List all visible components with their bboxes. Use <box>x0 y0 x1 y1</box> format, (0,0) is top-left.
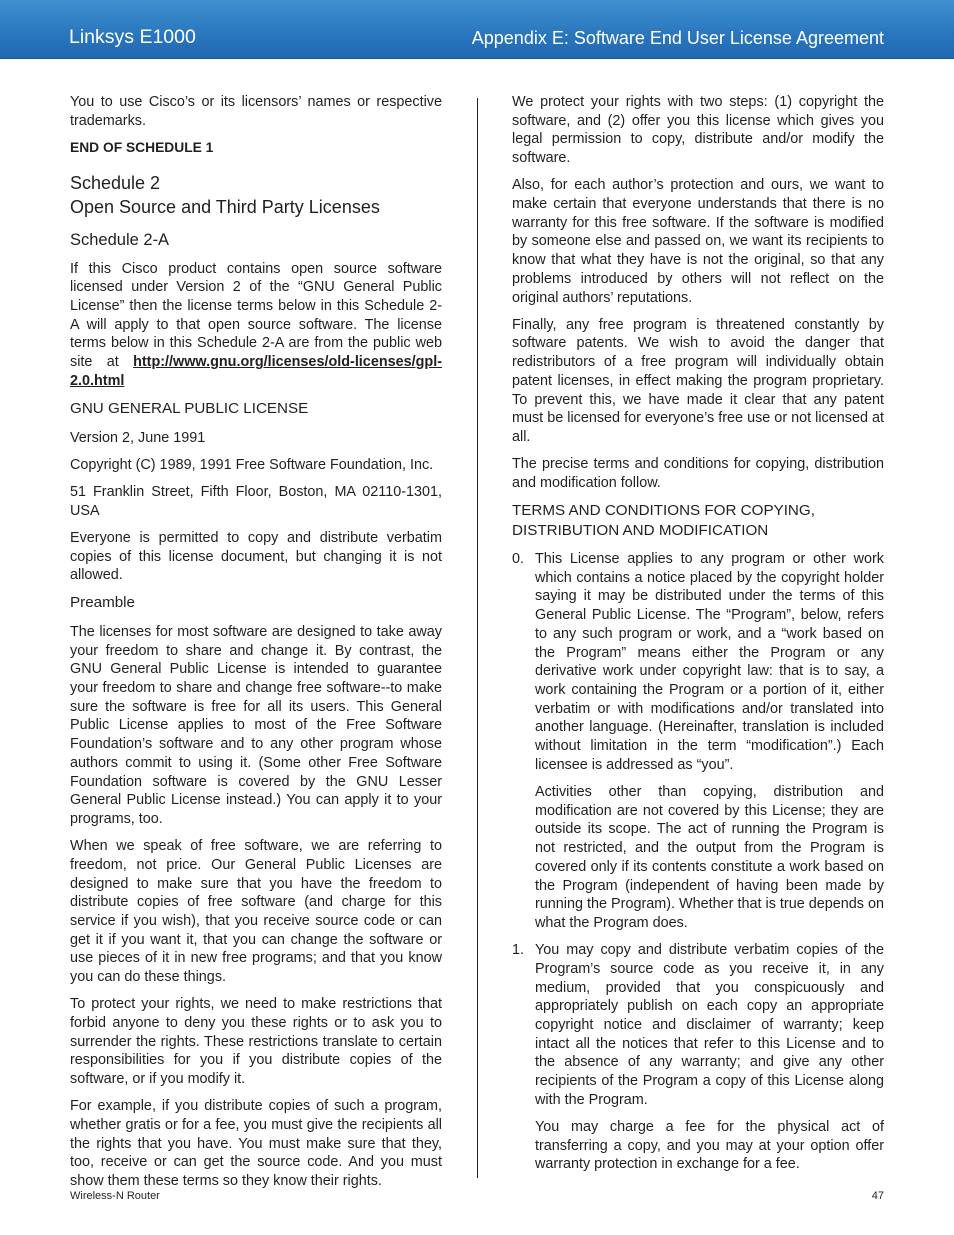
terms-heading-line-1: TERMS AND CONDITIONS FOR COPYING, <box>512 502 815 520</box>
column-divider <box>477 98 478 1178</box>
gpl-heading: GNU GENERAL PUBLIC LICENSE <box>70 400 309 418</box>
list-text-0: This License applies to any program or other work which contains a notice placed by the copyright holder saying it may be distributed under the terms of this General Public License. The “Program”, below, refers to any such program or work, and a “work based on the Program” means either the Program or any derivative work under copyright law: that is to say, a work containing the Program or a portion of it, either verbatim or with modifications and/or translated into another language. (Hereinafter, translation is included without limitation in the term “modification”.) Each licensee is addressed as “you”. <box>535 551 884 773</box>
end-of-schedule-1: END OF SCHEDULE 1 <box>70 139 214 155</box>
paragraph-everyone: Everyone is permitted to copy and distribute verbatim copies of this license document, but changing it is not allowed. <box>70 529 442 584</box>
gpl-link[interactable]: http://www.gnu.org/licenses/old-licenses/gpl-2.0.html <box>70 354 442 389</box>
schedule-2a-heading: Schedule 2-A <box>70 230 170 249</box>
list-item-0 <box>512 550 884 774</box>
paragraph-also: Also, for each author’s protection and ours, we want to make certain that everyone understands that there is no warranty for this free software. If the software is modified by someone else and passed on, we want its recipients to know that what they have is not the original, so that any problems introduced by others will not reflect on the original authors’ reputations. <box>512 177 884 306</box>
intro-text: If this Cisco product contains open source software licensed under Version 2 of the “GNU General Public License” then the license terms below in this Schedule 2-A will apply to that open source software. The license terms below in this Schedule 2-A are from the public web site at <box>70 260 442 371</box>
list-number-1: 1. <box>512 942 525 959</box>
schedule-2-title: Schedule 2 <box>70 172 161 193</box>
version-line: Version 2, June 1991 <box>70 429 206 446</box>
section-title: Appendix E: Software End User License Agreement <box>471 28 884 48</box>
paragraph-precise: The precise terms and conditions for copying, distribution and modification follow. <box>512 456 884 491</box>
paragraph-finally: Finally, any free program is threatened constantly by software patents. We wish to avoid the danger that redistributors of a free program will individually obtain patent licenses, in effect making the program proprietary. To prevent this, we have made it clear that any patent must be licensed for everyone’s free use or not licensed at all. <box>512 316 884 445</box>
product-name: Linksys E1000 <box>69 26 196 48</box>
copyright-line: Copyright (C) 1989, 1991 Free Software Foundation, Inc. <box>70 456 434 473</box>
paragraph-protect: To protect your rights, we need to make restrictions that forbid anyone to deny you these rights or to ask you to surrender the rights. These restrictions translate to certain responsibilities for you if you distribute copies of the software, or if you modify it. <box>70 996 442 1088</box>
page-number: 47 <box>871 1190 884 1202</box>
list-item-1 <box>512 941 884 1109</box>
address-line: 51 Franklin Street, Fifth Floor, Boston, MA 02110-1301, USA <box>70 483 442 519</box>
paragraph-when: When we speak of free software, we are referring to freedom, not price. Our General Public Licenses are designed to make sure that you have the freedom to distribute copies of free software (and charge for this service if you wish), that you receive source code or can get it if you want it, that you can change the software or use pieces of it in new free programs; and that you know you can do these things. <box>70 838 442 986</box>
right-column <box>512 93 884 1183</box>
terms-heading <box>512 501 884 540</box>
paragraph-trademarks: You to use Cisco’s or its licensors’ names or respective trademarks. <box>70 94 442 129</box>
paragraph-example: For example, if you distribute copies of such a program, whether gratis or for a fee, you must give the recipients all the rights that you have. You must make sure that they, too, receive or can get the source code. And you must show them these terms so they know their rights. <box>70 1098 442 1190</box>
schedule-2-subtitle: Open Source and Third Party Licenses <box>70 197 380 218</box>
schedule-2-heading <box>70 171 442 220</box>
terms-heading-line-2: DISTRIBUTION AND MODIFICATION <box>512 521 769 539</box>
list-item-1-continuation: You may charge a fee for the physical act of transferring a copy, and you may at your option offer warranty protection in exchange for a fee. <box>535 1118 884 1173</box>
footer-product: Wireless-N Router <box>70 1190 160 1202</box>
paragraph-intro <box>70 260 442 391</box>
preamble-heading: Preamble <box>70 594 135 612</box>
paragraph-two-steps: We protect your rights with two steps: (1) copyright the software, and (2) offer you this license which gives you legal permission to copy, distribute and/or modify the software. <box>512 94 884 167</box>
left-column <box>70 93 442 1199</box>
list-item-0-continuation: Activities other than copying, distribution and modification are not covered by this License; they are outside its scope. The act of running the Program is not restricted, and the output from the Program is covered only if its contents constitute a work based on the Program (independent of having been made by running the Program). Whether that is true depends on what the Program does. <box>535 784 884 931</box>
list-number-0: 0. <box>512 551 525 568</box>
paragraph-licenses: The licenses for most software are designed to take away your freedom to share and change it. By contrast, the GNU General Public License is intended to guarantee your freedom to share and change free software--to make sure the software is free for all its users. This General Public License applies to most of the Free Software Foundation’s software and to any other program whose authors commit to using it. (Some other Free Software Foundation software is covered by the GNU Lesser General Public License instead.) You can apply it to your programs, too. <box>70 623 442 827</box>
list-text-1: You may copy and distribute verbatim copies of the Program’s source code as you receive it, in any medium, provided that you conspicuously and appropriately publish on each copy an appropriate copyright notice and disclaimer of warranty; keep intact all the notices that refer to this License and to the absence of any warranty; and give any other recipients of the Program a copy of this License along with the Program. <box>535 942 884 1108</box>
page-header <box>0 0 954 59</box>
